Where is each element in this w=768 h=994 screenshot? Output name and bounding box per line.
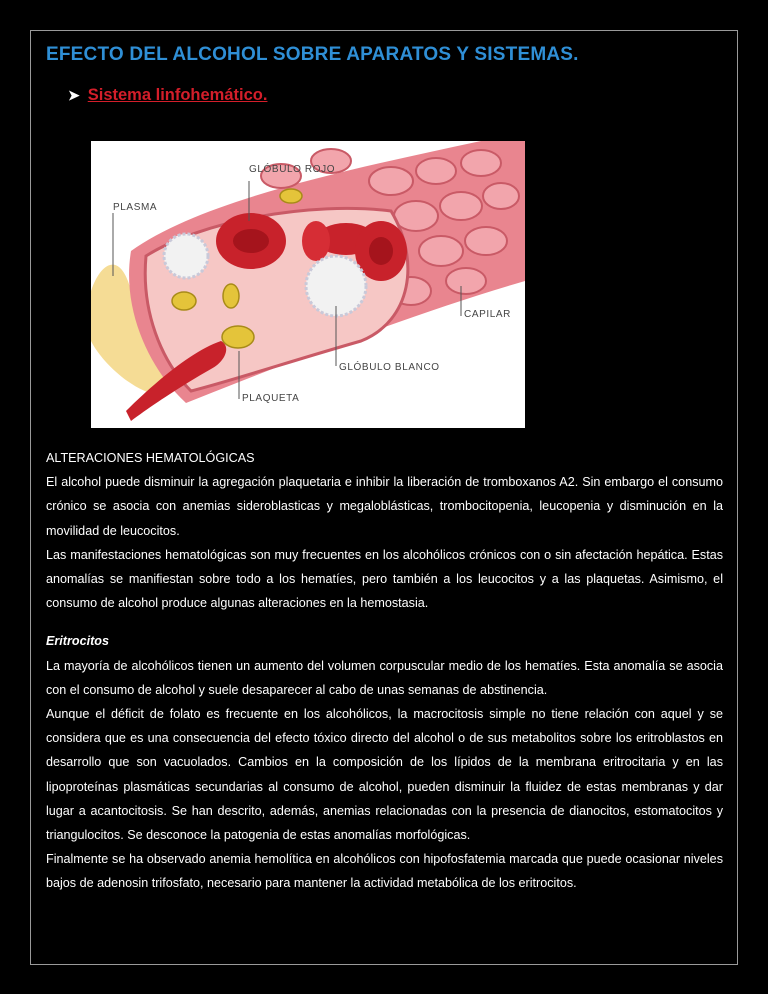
- subtitle-text: Sistema linfohemático.: [87, 86, 268, 104]
- eritrocitos-heading: Eritrocitos: [46, 634, 109, 649]
- paragraph-4: Aunque el déficit de folato es frecuente en los alcohólicos, la macrocitosis simple no tiene relación con aquel y se considera que es una consecuencia del efecto tóxico directo del alcohol o de sus metabolitos sobre los eritroblastos en desarrollo que son vacuolados. Cambios en la composición de los lípidos de la membrana eritrocitaria y en las lipoproteínas plasmáticas secundarias al consumo de alcohol, pueden disminuir la fluidez de estas membranas y dar lugar a acantocitosis. Se han descrito, además, anemias relacionadas con la presencia de dianocitos, estomatocitos y triangulocitos. Se desconoce la patogenia de estas anomalías morfológicas.: [46, 707, 723, 843]
- body-text: [46, 446, 723, 896]
- paragraph-2: Las manifestaciones hematológicas son muy frecuentes en los alcohólicos crónicos con o sin afectación hepática. Estas anomalías se manifiestan sobre todo a los hematíes, pero también a los leucocitos y a las plaquetas. Asimismo, el consumo de alcohol produce algunas alteraciones en la hemostasia.: [46, 547, 723, 611]
- section-subtitle: [68, 86, 267, 105]
- arrow-bullet-icon: ➤: [68, 87, 80, 103]
- label-globulo-blanco: GLÓBULO BLANCO: [339, 362, 440, 373]
- capillary-illustration: [91, 141, 525, 428]
- section-heading: ALTERACIONES HEMATOLÓGICAS: [46, 451, 255, 465]
- paragraph-1: El alcohol puede disminuir la agregación plaquetaria e inhibir la liberación de tromboxanos A2. Sin embargo el consumo crónico se asocia con anemias sideroblasticas y megaloblásticas, trombocitopenia, leucopenia y disminución en la movilidad de leucocitos.: [46, 475, 723, 538]
- label-globulo-rojo: GLÓBULO ROJO: [249, 164, 336, 175]
- page-title: EFECTO DEL ALCOHOL SOBRE APARATOS Y SISTEMAS.: [46, 44, 579, 65]
- paragraph-5: Finalmente se ha observado anemia hemolítica en alcohólicos con hipofosfatemia marcada que puede ocasionar niveles bajos de adenosin trifosfato, necesario para mantener la actividad metabólica de los eritrocitos.: [46, 852, 723, 891]
- capillary-diagram: [91, 141, 525, 428]
- label-plaqueta: PLAQUETA: [242, 393, 300, 404]
- label-capilar: CAPILAR: [464, 309, 511, 320]
- label-plasma: PLASMA: [113, 202, 158, 213]
- paragraph-3: La mayoría de alcohólicos tienen un aumento del volumen corpuscular medio de los hematíes. Esta anomalía se asocia con el consumo de alcohol y suele desaparecer al cabo de unas semanas de abstinencia.: [46, 658, 723, 697]
- spacer: [46, 615, 723, 629]
